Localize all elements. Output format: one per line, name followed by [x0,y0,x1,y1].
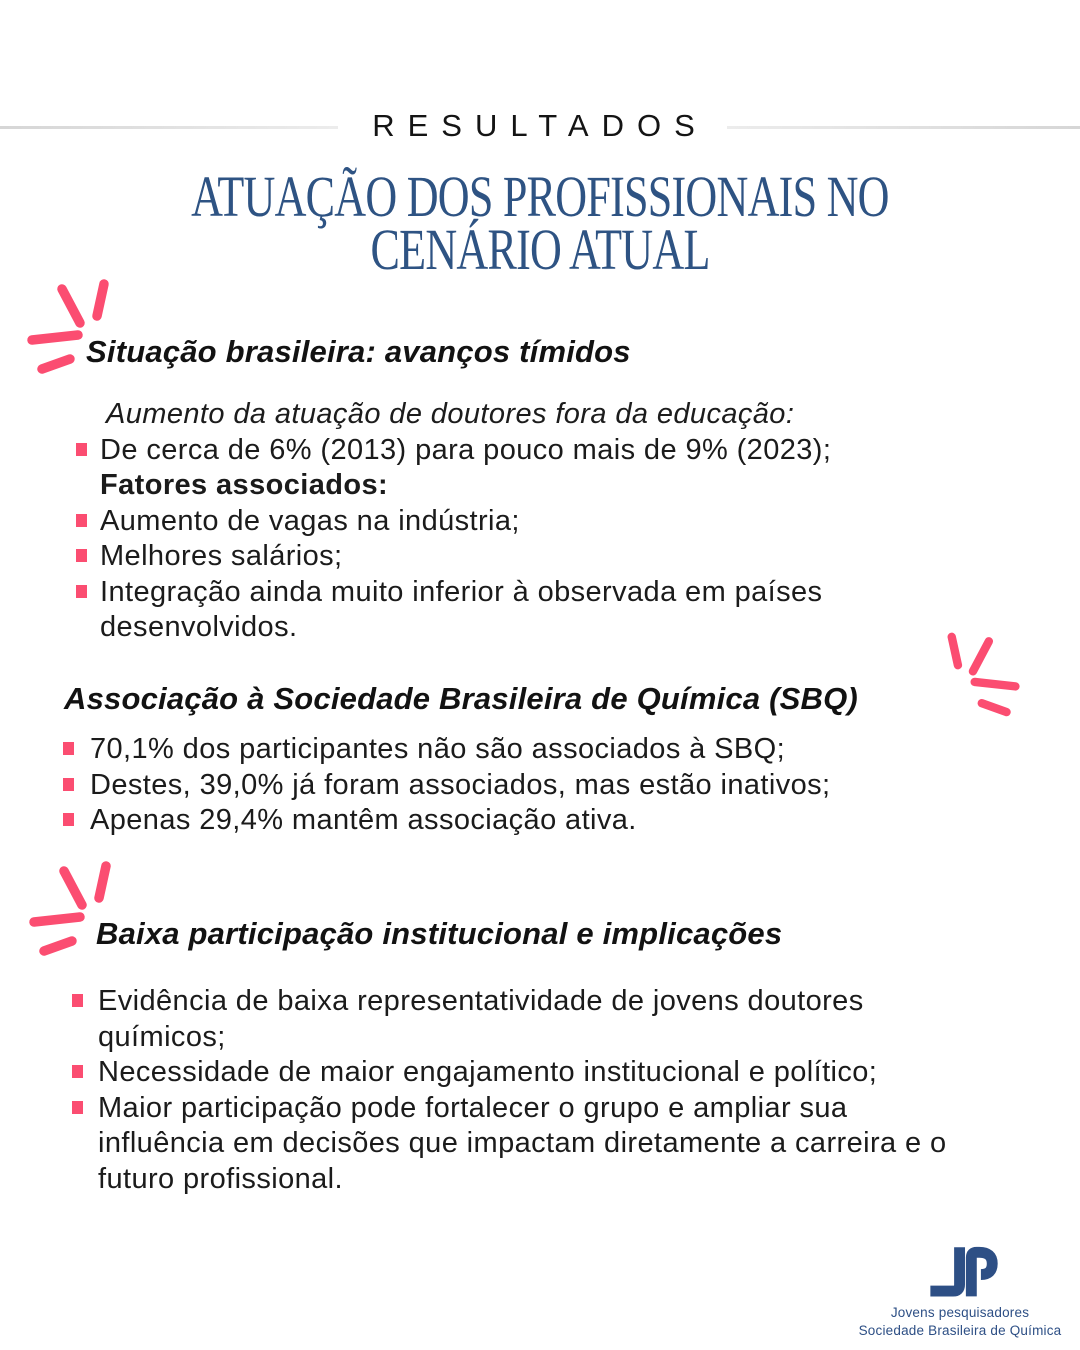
bullet-marker [63,742,74,755]
bullet-marker [72,994,83,1007]
bullet-item: Maior participação pode fortalecer o grupo e ampliar sua influência em decisões que impactam diretamente a carreira e o futuro profissional. [72,1091,972,1198]
section-heading-participacao: Baixa participação institucional e implicações [96,916,783,951]
bullet-item: Apenas 29,4% mantêm associação ativa. [63,803,1013,839]
section-list-associacao [63,732,1013,839]
page-title-line2: CENÁRIO ATUAL [370,217,710,282]
bullet-marker [76,585,87,598]
org-logo-block [852,1241,1068,1340]
bullet-item: 70,1% dos participantes não são associados à SBQ; [63,732,1013,768]
jp-logo-icon [916,1241,1004,1302]
section-list-situacao [76,397,956,646]
intro-line: Aumento da atuação de doutores fora da educação: [106,398,795,430]
bullet-item: Aumento de vagas na indústria; [76,504,956,540]
bullet-marker [76,549,87,562]
bullet-marker [63,813,74,826]
bullet-item: De cerca de 6% (2013) para pouco mais de 9% (2023); [76,433,956,469]
bullet-marker [76,443,87,456]
bullet-item: Evidência de baixa representatividade de jovens doutores químicos; [72,984,972,1055]
sparkle-icon [942,620,1026,728]
logo-caption-line1: Jovens pesquisadores [890,1305,1030,1320]
subheading-line: Fatores associados: [100,469,389,501]
bullet-item: Destes, 39,0% já foram associados, mas estão inativos; [63,768,1013,804]
kicker-title: RESULTADOS [372,108,708,143]
bullet-marker [72,1065,83,1078]
bullet-marker [63,778,74,791]
bullet-marker [76,514,87,527]
section-heading-situacao: Situação brasileira: avanços tímidos [86,334,631,369]
bullet-item: Melhores salários; [76,539,956,575]
bullet-marker [72,1101,83,1114]
section-list-participacao [72,984,972,1197]
logo-caption-line2: Sociedade Brasileira de Química [858,1323,1062,1338]
page-title-line1: ATUAÇÃO DOS PROFISSIONAIS NO [191,164,889,229]
bullet-item: Integração ainda muito inferior à observada em países desenvolvidos. [76,575,956,646]
bullet-item: Necessidade de maior engajamento institucional e político; [72,1055,972,1091]
page-title [0,164,1080,282]
section-heading-associacao: Associação à Sociedade Brasileira de Química (SBQ) [64,681,858,716]
